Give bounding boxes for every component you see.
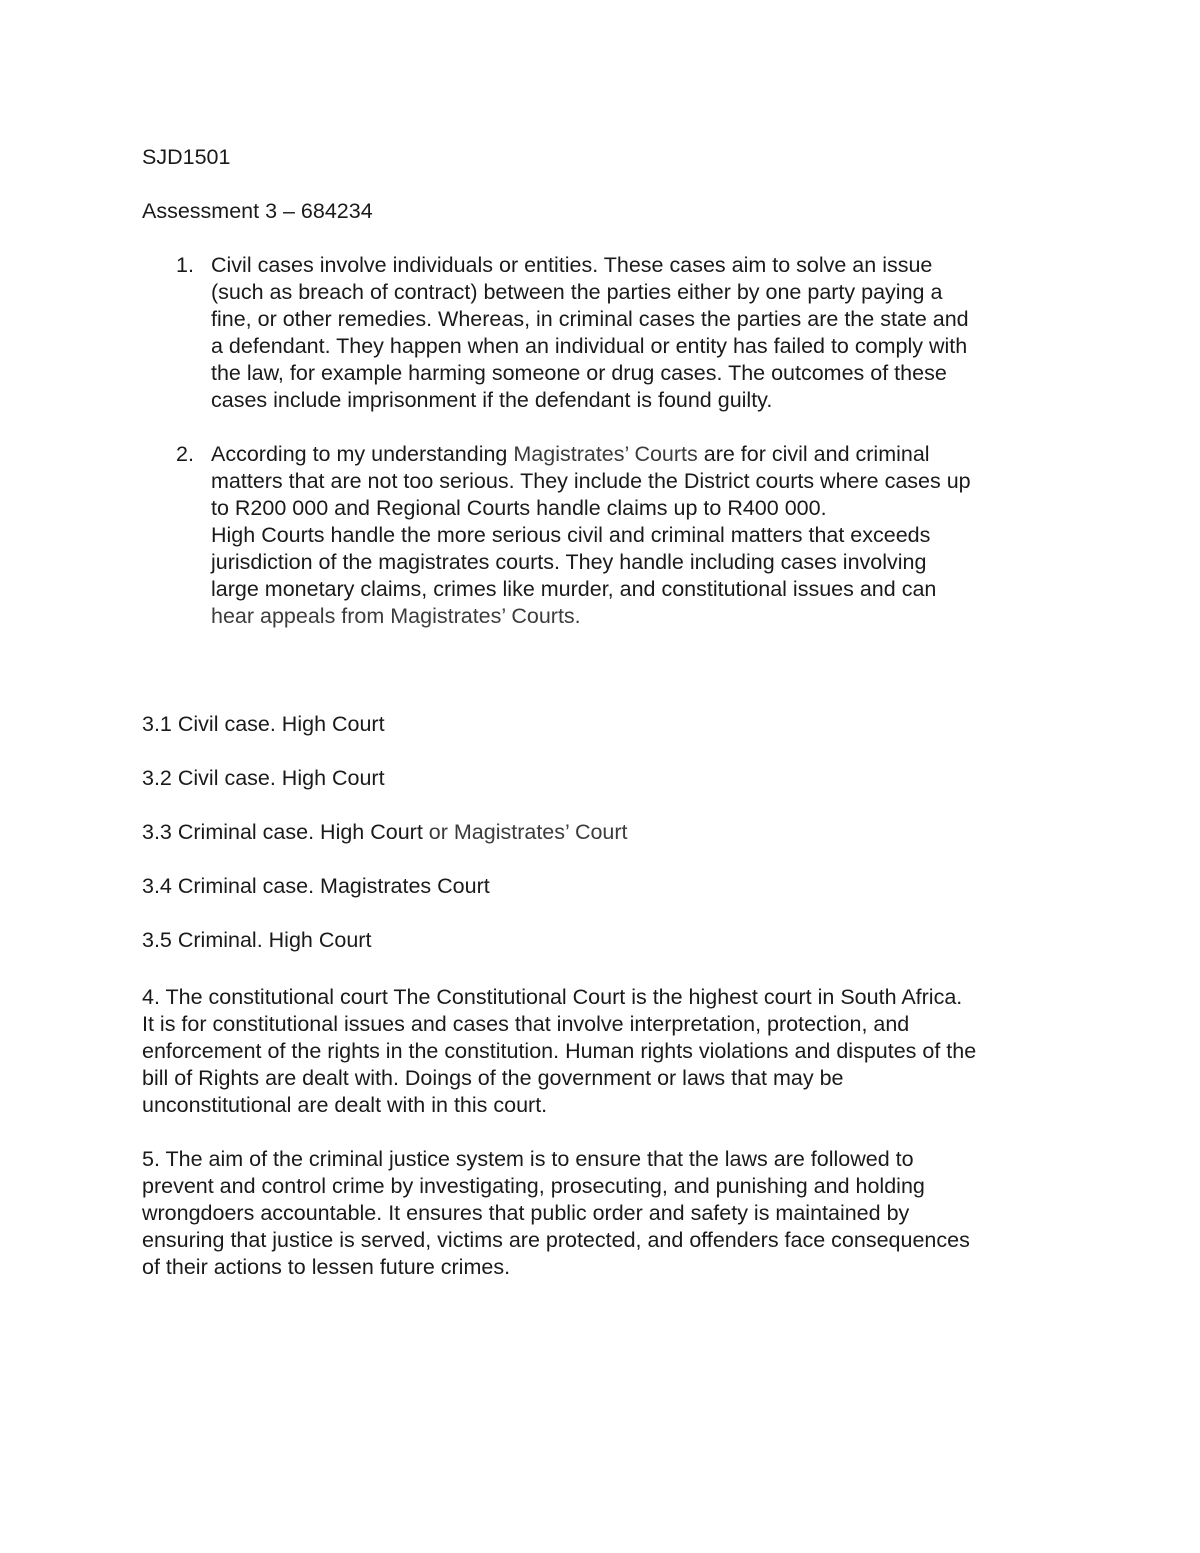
question-2-number: 2. bbox=[176, 442, 194, 466]
assessment-title: Assessment 3 – 684234 bbox=[142, 199, 373, 223]
answer-3-5: 3.5 Criminal. High Court bbox=[142, 928, 372, 952]
answer-3-4: 3.4 Criminal case. Magistrates Court bbox=[142, 874, 490, 898]
course-code: SJD1501 bbox=[142, 145, 231, 169]
question-2-tail: hear appeals from Magistrates’ Courts. bbox=[211, 604, 581, 628]
question-1-number: 1. bbox=[176, 253, 194, 277]
question-2-rest: are for civil and criminal matters that are not too serious. They include the District courts where cases up to R200 000 and Regional Courts handle claims up to R400 000. High Courts handle the more serious civil and criminal matters that exceeds jurisdiction of the magistrates courts. They handle including cases involving large monetary claims, crimes like murder, and constitutional issues and can bbox=[211, 442, 971, 601]
question-2-lead: According to my understanding bbox=[211, 442, 514, 466]
answer-5: 5. The aim of the criminal justice system is to ensure that the laws are followed to prevent and control crime by investigating, prosecuting, and punishing and holding wrongdoers accountable. It ensures that public order and safety is maintained by ensuring that justice is served, victims are protected, and offenders face consequences of their actions to lessen future crimes. bbox=[142, 1147, 970, 1279]
question-2-answer bbox=[211, 441, 1071, 630]
answer-3-3-main: 3.3 Criminal case. High Court bbox=[142, 820, 423, 844]
answer-3-2: 3.2 Civil case. High Court bbox=[142, 766, 385, 790]
answer-3-1: 3.1 Civil case. High Court bbox=[142, 712, 385, 736]
answer-3-3 bbox=[142, 819, 628, 846]
question-1-answer: Civil cases involve individuals or entities. These cases aim to solve an issue (such as breach of contract) between the parties either by one party paying a fine, or other remedies. Whereas, in criminal cases the parties are the state and a defendant. They happen when an individual or entity has failed to comply with the law, for example harming someone or drug cases. The outcomes of these cases include imprisonment if the defendant is found guilty. bbox=[211, 253, 969, 412]
answer-4: 4. The constitutional court The Constitutional Court is the highest court in South Africa. It is for constitutional issues and cases that involve interpretation, protection, and enforcement of the rights in the constitution. Human rights violations and disputes of the bill of Rights are dealt with. Doings of the government or laws that may be unconstitutional are dealt with in this court. bbox=[142, 985, 977, 1117]
answer-3-3-alt: or Magistrates’ Court bbox=[422, 820, 628, 844]
question-2-magistrates: Magistrates’ Courts bbox=[513, 442, 698, 466]
